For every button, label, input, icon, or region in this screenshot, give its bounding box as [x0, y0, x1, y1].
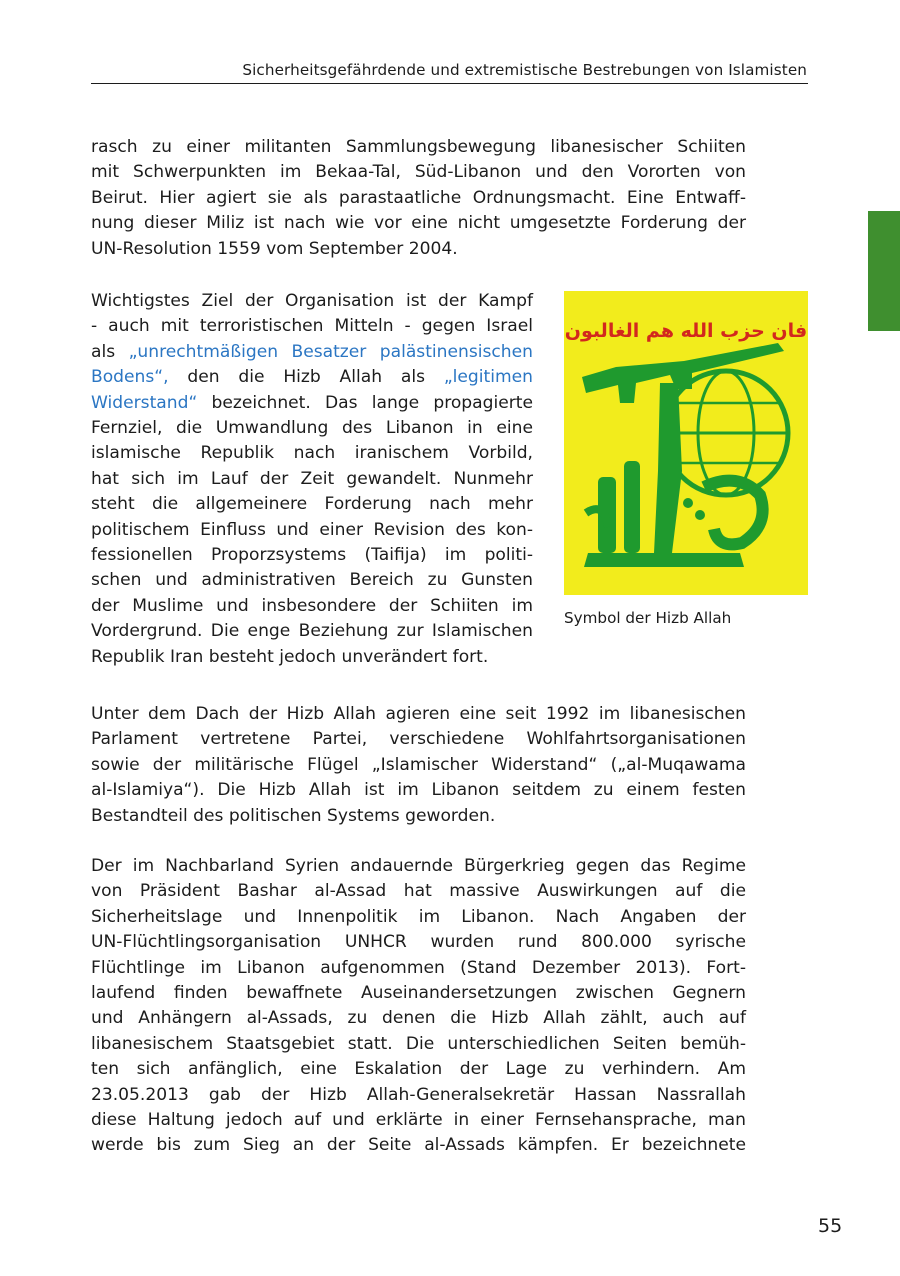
text-line: al-Islamiya“). Die Hizb Allah ist im Libanon seitdem zu einem festen: [91, 780, 746, 801]
text-line: und Anhängern al-Assads, zu denen die Hizb Allah zählt, auch auf: [91, 1008, 746, 1029]
text-line: Vordergrund. Die enge Beziehung zur Islamischen: [91, 621, 533, 642]
page-number: 55: [818, 1215, 843, 1237]
text-line: sowie der militärische Flügel „Islamischer Widerstand“ („al-Muqawama: [91, 754, 746, 775]
text-segment: als: [91, 341, 129, 362]
text-line: Fernziel, die Umwandlung des Libanon in eine: [91, 418, 533, 439]
text-line: 23.05.2013 gab der Hizb Allah-Generalsekretär Hassan Nassrallah: [91, 1084, 746, 1105]
text-line: diese Haltung jedoch auf und erklärte in einer Fernsehansprache, man: [91, 1110, 746, 1131]
running-header: Sicherheitsgefährdende und extremistische Bestrebungen von Islamisten: [242, 61, 807, 79]
text-line: steht die allgemeinere Forderung nach mehr: [91, 494, 533, 515]
text-line: Republik Iran besteht jedoch unverändert fort.: [91, 646, 489, 667]
text-line: - auch mit terroristischen Mitteln - gegen Israel: [91, 316, 533, 337]
text-line: hat sich im Lauf der Zeit gewandelt. Nunmehr: [91, 468, 533, 489]
text-line: politischem Einfluss und einer Revision des kon-: [91, 519, 533, 540]
text-line: [91, 391, 533, 416]
quote-link-besatzer: „unrechtmäßigen Besatzer palästinensischen: [128, 341, 533, 362]
quote-link-bodens: Bodens“,: [91, 367, 169, 388]
text-line: laufend finden bewaffnete Auseinandersetzungen zwischen Gegnern: [91, 983, 746, 1004]
text-line: [91, 340, 533, 365]
text-line: [91, 365, 533, 390]
quote-link-widerstand: Widerstand“: [91, 392, 198, 413]
text-line: von Präsident Bashar al-Assad hat massive Auswirkungen auf die: [91, 881, 746, 902]
text-line: nung dieser Miliz ist nach wie vor eine nicht umgesetzte Forderung der: [91, 213, 746, 234]
text-line: fessionellen Proporzsystems (Taifija) im politi-: [91, 545, 533, 566]
text-line: werde bis zum Sieg an der Seite al-Assads kämpfen. Er bezeichnete: [91, 1135, 746, 1156]
quote-link-legitimen: „legitimen: [443, 367, 533, 388]
text-line: ten sich anfänglich, eine Eskalation der Lage zu verhindern. Am: [91, 1059, 746, 1080]
text-line: UN-Resolution 1559 vom September 2004.: [91, 238, 458, 259]
text-line: Flüchtlinge im Libanon aufgenommen (Stand Dezember 2013). Fort-: [91, 957, 746, 978]
figure-caption: Symbol der Hizb Allah: [564, 609, 732, 627]
paragraph-4: [91, 854, 746, 1159]
text-line: Wichtigstes Ziel der Organisation ist der Kampf: [91, 291, 533, 311]
text-line: libanesischem Staatsgebiet statt. Die unterschiedlichen Seiten bemüh-: [91, 1033, 746, 1054]
text-line: UN-Flüchtlingsorganisation UNHCR wurden rund 800.000 syrische: [91, 932, 746, 953]
text-line: Unter dem Dach der Hizb Allah agieren eine seit 1992 im libanesischen: [91, 704, 746, 724]
paragraph-3: [91, 702, 746, 829]
text-line: Bestandteil des politischen Systems geworden.: [91, 805, 496, 826]
chapter-tab-marker: [868, 211, 900, 331]
text-line: Der im Nachbarland Syrien andauernde Bürgerkrieg gegen das Regime: [91, 856, 746, 876]
text-line: Sicherheitslage und Innenpolitik im Libanon. Nach Angaben der: [91, 906, 746, 927]
text-line: Beirut. Hier agiert sie als parastaatliche Ordnungsmacht. Eine Entwaff-: [91, 187, 746, 208]
paragraph-2: [91, 289, 533, 670]
hizb-allah-emblem: [564, 291, 808, 595]
text-line: Parlament vertretene Partei, verschiedene Wohlfahrtsorganisationen: [91, 729, 746, 750]
text-segment: den die Hizb Allah als: [168, 367, 444, 388]
text-segment: bezeichnet. Das lange propagierte: [197, 392, 533, 413]
emblem-banner-text: فان حزب الله هم الغالبون: [564, 320, 808, 342]
header-rule: [91, 83, 808, 84]
text-line: schen und administrativen Bereich zu Gunsten: [91, 570, 533, 591]
paragraph-1: [91, 135, 746, 262]
text-line: rasch zu einer militanten Sammlungsbewegung libanesischer Schiiten: [91, 137, 746, 157]
text-line: mit Schwerpunkten im Bekaa-Tal, Süd-Libanon und den Vororten von: [91, 162, 746, 183]
text-line: der Muslime und insbesondere der Schiiten im: [91, 595, 533, 616]
emblem-graphic: [564, 291, 808, 595]
text-line: islamische Republik nach iranischem Vorbild,: [91, 443, 533, 464]
